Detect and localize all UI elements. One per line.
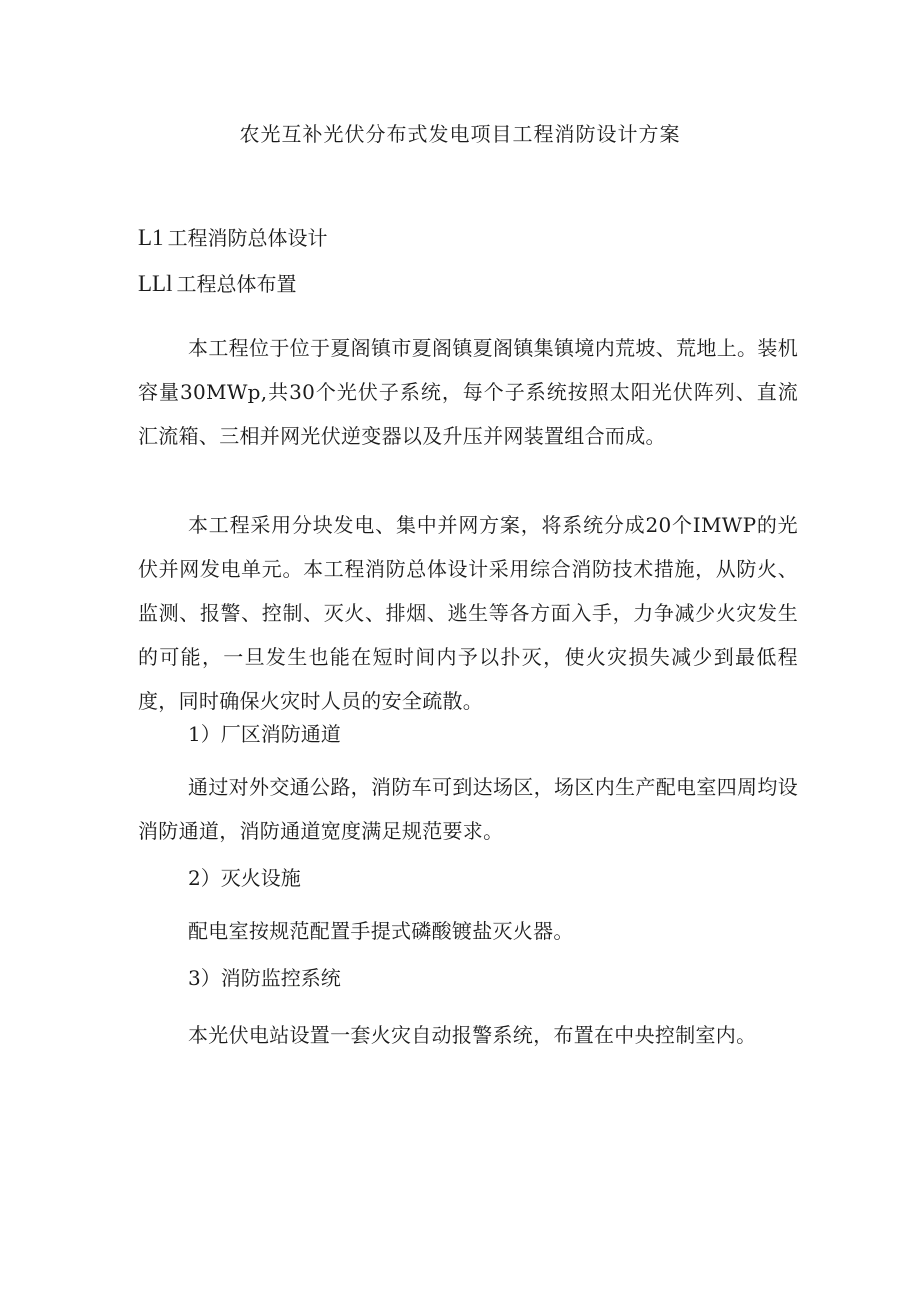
section-heading-text: 工程消防总体设计: [167, 226, 328, 250]
section-heading-1-1: [138, 268, 297, 297]
paragraph-extinguishing: 配电室按规范配置手提式磷酸镀盐灭火器。: [188, 919, 574, 943]
paragraph-fire-lane: 通过对外交通公路，消防车可到达场区，场区内生产配电室四周均设消防通道，消防通道宽度满足规范要求。: [138, 775, 798, 843]
section-number: LLl: [138, 271, 173, 296]
item-monitoring-heading: 3）消防监控系统: [188, 966, 341, 990]
section-heading-text: 工程总体布置: [176, 272, 297, 296]
item-fire-lane-heading: 1）厂区消防通道: [188, 722, 341, 746]
paragraph-monitoring: 本光伏电站设置一套火灾自动报警系统，布置在中央控制室内。: [188, 1023, 757, 1047]
document-title: 农光互补光伏分布式发电项目工程消防设计方案: [239, 122, 681, 146]
paragraph-project-location: 本工程位于位于夏阁镇市夏阁镇夏阁镇集镇境内荒坡、荒地上。装机容量30MWp,共30个光伏子系统，每个子系统按照太阳光伏阵列、直流汇流箱、三相并网光伏逆变器以及升压并网装置组合而成。: [138, 336, 798, 448]
paragraph-fire-design: 本工程采用分块发电、集中并网方案，将系统分成20个IMWP的光伏并网发电单元。本工程消防总体设计采用综合消防技术措施，从防火、监测、报警、控制、灭火、排烟、逃生等各方面入手，力争减少火灾发生的可能，一旦发生也能在短时间内予以扑灭，使火灾损失减少到最低程度，同时确保火灾时人员的安全疏散。: [138, 513, 798, 713]
section-heading-1: [138, 222, 328, 251]
item-extinguishing-heading: 2）灭火设施: [188, 866, 301, 890]
section-number: L1: [138, 225, 164, 250]
